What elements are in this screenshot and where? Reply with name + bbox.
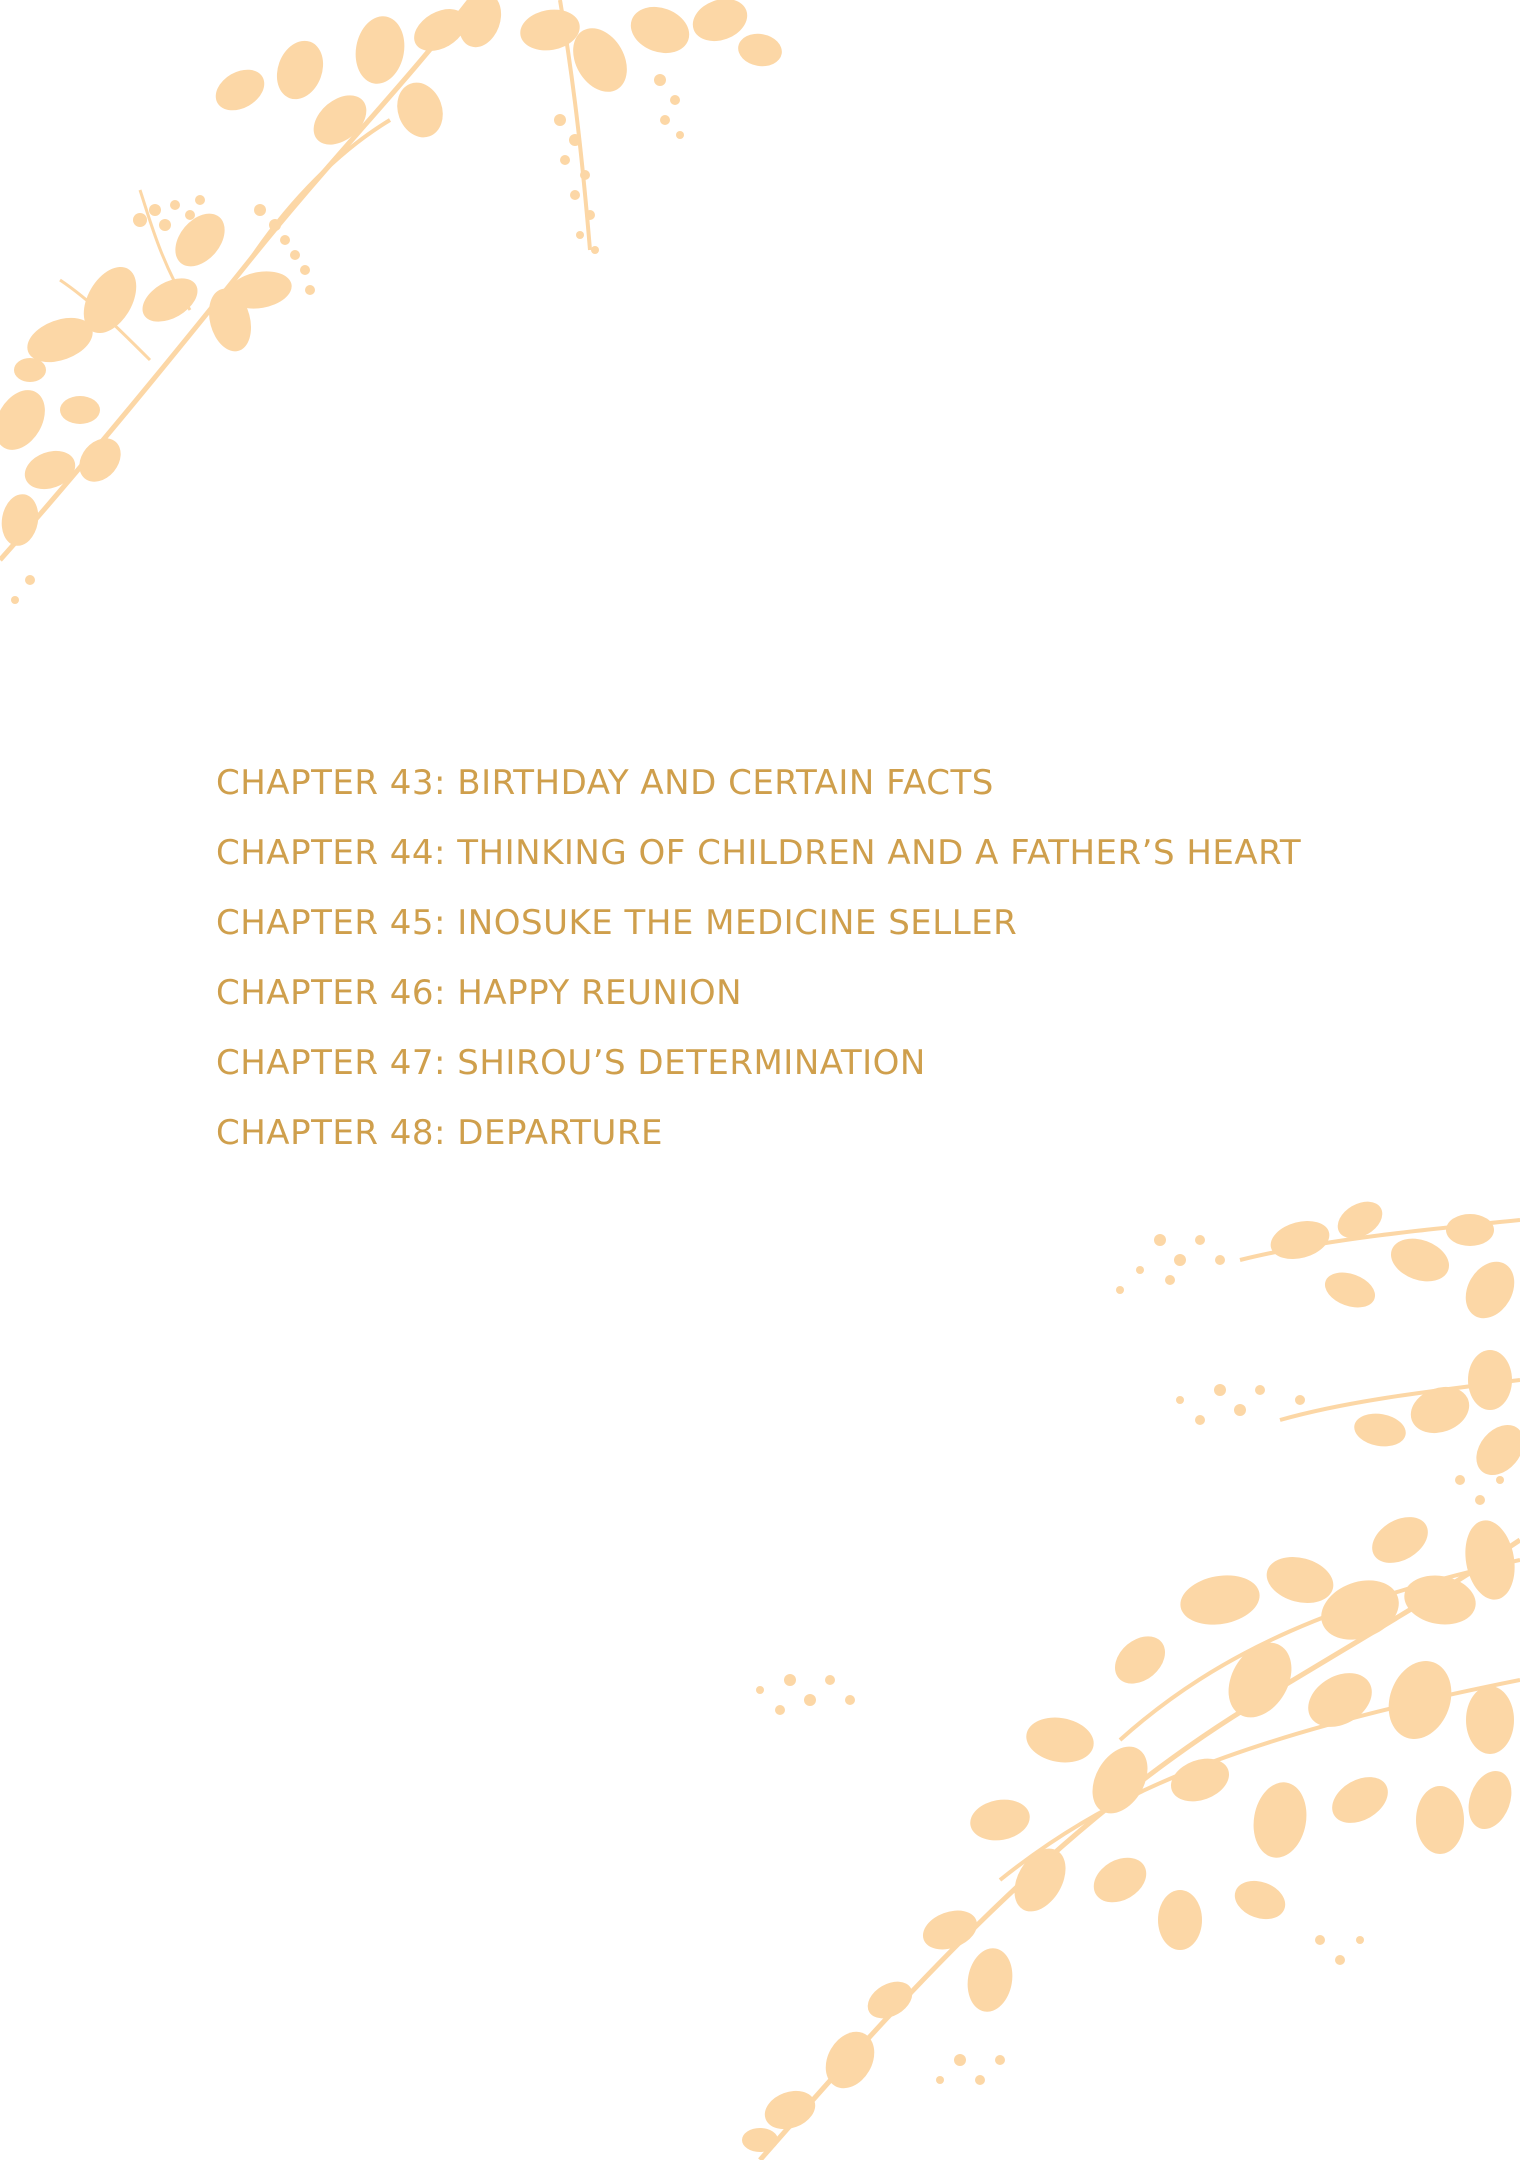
table-of-contents — [216, 748, 1466, 1168]
foliage-top-left-icon — [0, 0, 820, 620]
foliage-bottom-right-icon — [700, 1180, 1520, 2160]
toc-item-chapter-44[interactable]: CHAPTER 44: THINKING OF CHILDREN AND A FATHER’S HEART — [216, 833, 1302, 873]
toc-item-chapter-46[interactable]: CHAPTER 46: HAPPY REUNION — [216, 973, 743, 1013]
toc-item-chapter-43[interactable]: CHAPTER 43: BIRTHDAY AND CERTAIN FACTS — [216, 763, 994, 803]
toc-item-chapter-48[interactable]: CHAPTER 48: DEPARTURE — [216, 1113, 663, 1153]
toc-item-chapter-45[interactable]: CHAPTER 45: INOSUKE THE MEDICINE SELLER — [216, 903, 1018, 943]
toc-item-chapter-47[interactable]: CHAPTER 47: SHIROU’S DETERMINATION — [216, 1043, 926, 1083]
